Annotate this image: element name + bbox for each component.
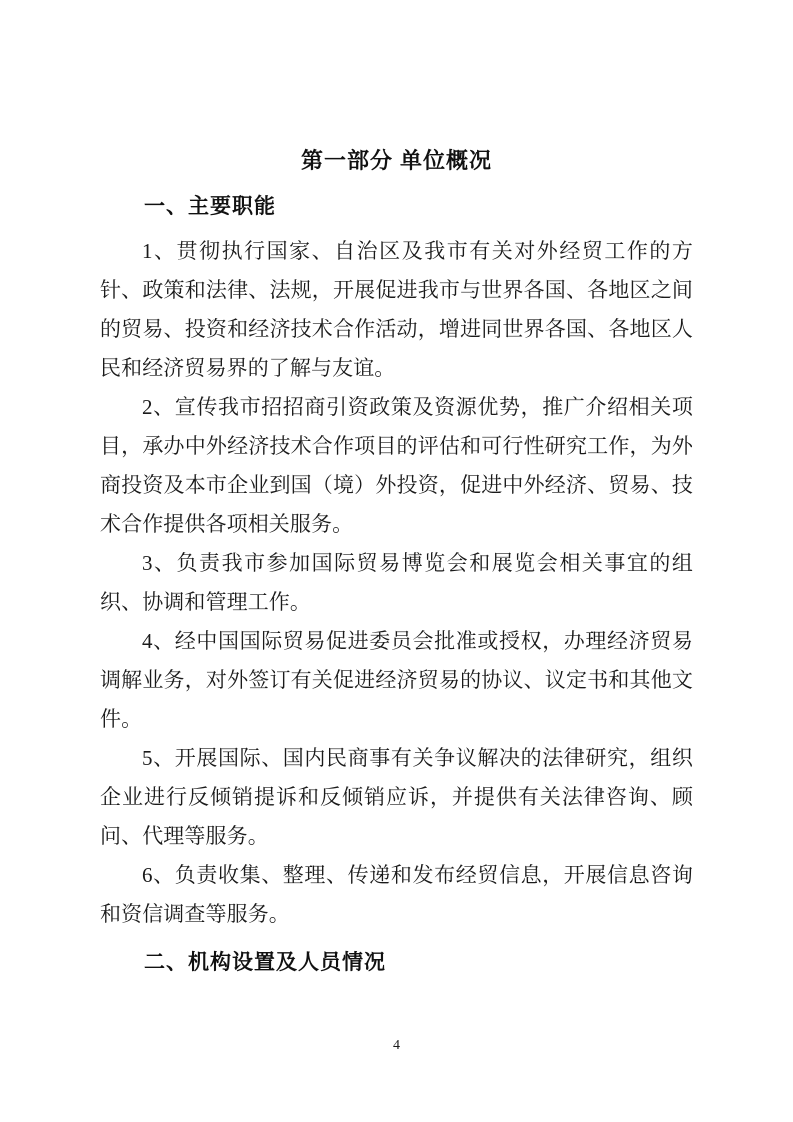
section-heading-main-functions: 一、主要职能 [144, 195, 276, 218]
paragraph-function-5: 5、开展国际、国内民商事有关争议解决的法律研究，组织企业进行反倾销提诉和反倾销应诉，并提供有关法律咨询、顾问、代理等服务。 [100, 746, 693, 848]
section-heading-organization-staff: 二、机构设置及人员情况 [144, 951, 386, 974]
paragraph-function-2: 2、宣传我市招招商引资政策及资源优势，推广介绍相关项目，承办中外经济技术合作项目的评估和可行性研究工作，为外商投资及本市企业到国（境）外投资，促进中外经济、贸易、技术合作提供各项相关服务。 [100, 395, 693, 536]
document-title: 第一部分 单位概况 [300, 148, 493, 173]
paragraph-function-3: 3、负责我市参加国际贸易博览会和展览会相关事宜的组织、协调和管理工作。 [100, 551, 693, 614]
paragraph-function-1: 1、贯彻执行国家、自治区及我市有关对外经贸工作的方针、政策和法律、法规，开展促进我市与世界各国、各地区之间的贸易、投资和经济技术合作活动，增进同世界各国、各地区人民和经济贸易界的了解与友谊。 [100, 239, 693, 380]
paragraph-function-6: 6、负责收集、整理、传递和发布经贸信息，开展信息咨询和资信调查等服务。 [100, 863, 693, 926]
page-number: 4 [393, 1038, 400, 1053]
paragraph-function-4: 4、经中国国际贸易促进委员会批准或授权，办理经济贸易调解业务，对外签订有关促进经济贸易的协议、议定书和其他文件。 [100, 629, 693, 731]
